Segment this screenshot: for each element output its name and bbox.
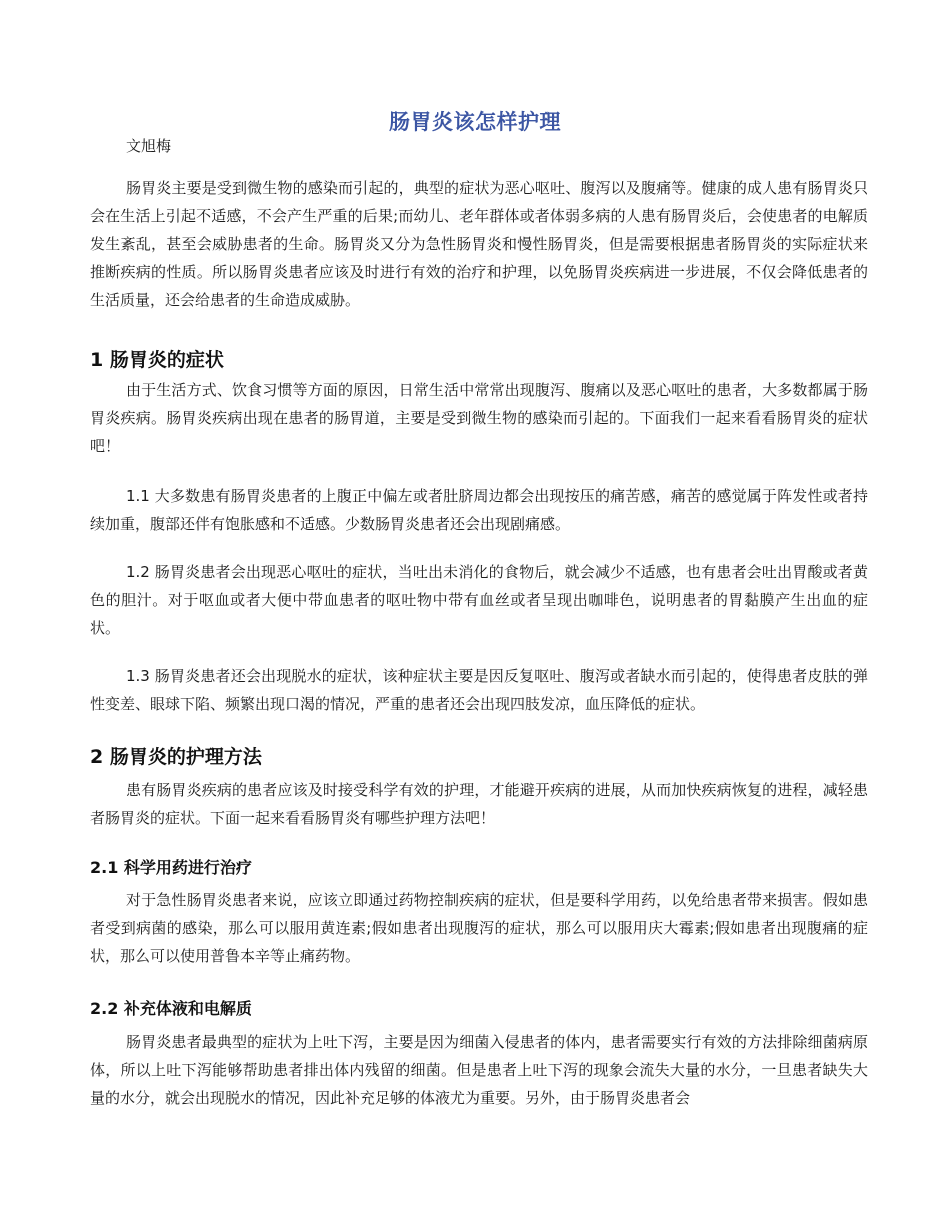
subsection-2-1-text: 对于急性肠胃炎患者来说，应该立即通过药物控制疾病的症状，但是要科学用药，以免给患者带来损害。假如患者受到病菌的感染，那么可以服用黄连素;假如患者出现腹泻的症状，那么可以服用庆大霉素;假如患者出现腹痛的症状，那么可以使用普鲁本辛等止痛药物。 (90, 891, 868, 965)
section-2-heading: 2 肠胃炎的护理方法 (90, 746, 262, 768)
subsection-2-1-heading: 2.1 科学用药进行治疗 (90, 858, 252, 877)
section-1-heading: 1 肠胃炎的症状 (90, 349, 224, 371)
intro-paragraph: 肠胃炎主要是受到微生物的感染而引起的，典型的症状为恶心呕吐、腹泻以及腹痛等。健康的成人患有肠胃炎只会在生活上引起不适感，不会产生严重的后果;而幼儿、老年群体或者体弱多病的人患有肠胃炎后，会使患者的电解质发生紊乱，甚至会威胁患者的生命。肠胃炎又分为急性肠胃炎和慢性肠胃炎，但是需要根据患者肠胃炎的实际症状来推断疾病的性质。所以肠胃炎患者应该及时进行有效的治疗和护理，以免肠胃炎疾病进一步进展，不仅会降低患者的生活质量，还会给患者的生命造成威胁。 (90, 179, 868, 309)
document-title: 肠胃炎该怎样护理 (389, 110, 561, 134)
section-1-item-3: 1.3 肠胃炎患者还会出现脱水的症状，该种症状主要是因反复呕吐、腹泻或者缺水而引起的，使得患者皮肤的弹性变差、眼球下陷、频繁出现口渴的情况，严重的患者还会出现四肢发凉，血压降低的症状。 (90, 667, 868, 713)
author-name: 文旭梅 (126, 137, 172, 155)
subsection-2-2-text: 肠胃炎患者最典型的症状为上吐下泻，主要是因为细菌入侵患者的体内，患者需要实行有效的方法排除细菌病原体，所以上吐下泻能够帮助患者排出体内残留的细菌。但是患者上吐下泻的现象会流失大量的水分，一旦患者缺失大量的水分，就会出现脱水的情况，因此补充足够的体液尤为重要。另外，由于肠胃炎患者会 (90, 1033, 868, 1107)
subsection-2-2-heading: 2.2 补充体液和电解质 (90, 999, 252, 1018)
section-1-item-2: 1.2 肠胃炎患者会出现恶心呕吐的症状，当吐出未消化的食物后，就会减少不适感，也有患者会吐出胃酸或者黄色的胆汁。对于呕血或者大便中带血患者的呕吐物中带有血丝或者呈现出咖啡色，说明患者的胃黏膜产生出血的症状。 (90, 563, 868, 637)
section-2-intro: 患有肠胃炎疾病的患者应该及时接受科学有效的护理，才能避开疾病的进展，从而加快疾病恢复的进程，减轻患者肠胃炎的症状。下面一起来看看肠胃炎有哪些护理方法吧！ (90, 781, 868, 827)
section-1-item-1: 1.1 大多数患有肠胃炎患者的上腹正中偏左或者肚脐周边都会出现按压的痛苦感，痛苦的感觉属于阵发性或者持续加重，腹部还伴有饱胀感和不适感。少数肠胃炎患者还会出现剧痛感。 (90, 487, 868, 533)
section-1-intro: 由于生活方式、饮食习惯等方面的原因，日常生活中常常出现腹泻、腹痛以及恶心呕吐的患者，大多数都属于肠胃炎疾病。肠胃炎疾病出现在患者的肠胃道，主要是受到微生物的感染而引起的。下面我们一起来看看肠胃炎的症状吧！ (90, 381, 868, 455)
